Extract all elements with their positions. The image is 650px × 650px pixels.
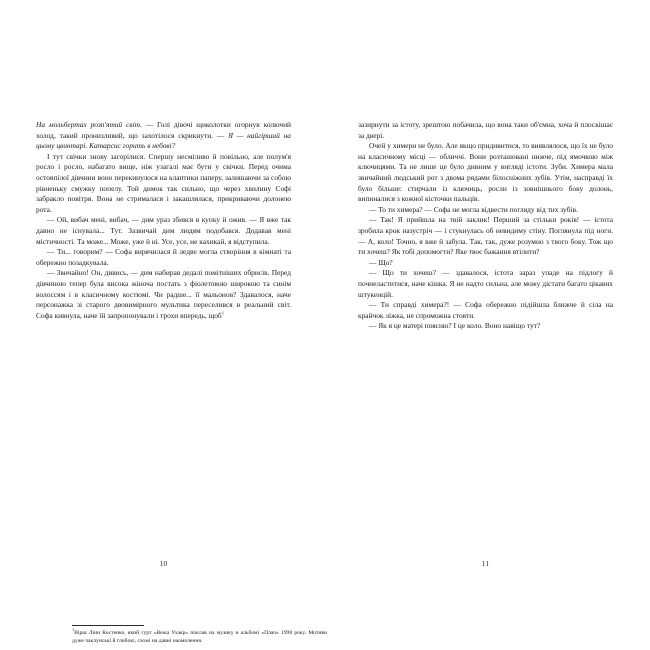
paragraph: Очей у химери не було. Але якщо придивитися, то виявлялося, що їх не було на класичному місці — обличчі. Вони розташовані нижче, під ямочкою між ключицями. Та не лише це було дивним у вигляді істоти. Зуби. Химера мала звичайний людський рот з двома рядами білосніжних зубів. Утім, насправді їх було більше: стирчали із ключиць, росли із зовнішнього боку долонь, випиналися з кожної кісточки пальців. [358,141,613,204]
paragraph: — Так! Я прийшла на твій заклик! Перший за стільки років! — істота зробила крок назустріч — і стукнулась об невидиму стіну. Поглянула під ноги. — А, коло! Точно, я вже й забула. Так, так, дуже розумно з твого боку. Тож що ти хочеш? Як тобі допомогти? Яке твоє бажання втілити? [358,215,613,257]
left-page-text [36,120,291,321]
paragraph: — Що ти хочеш? — здавалося, істота зараз упаде на підлогу й почнеластитися, наче кішка. Я не надто сильна, але можу дістати багато цікавих штукенцій. [358,268,613,299]
paragraph: І тут свічки знову загорілися. Спершу несміливо й повільно, але полум'я росло і росло, набагато вище, ніж узагалі має бути у свічки. Перед очима остовпілої дівчини воно перекинулося на клаптики паперу, залишаючи за собою рівненьку смужку попелу. Той димок так сильно, що через хвилину Софі забракло повітря. Вона не стрималася і закашлялася, прикриваючи долонею рота. [36,151,291,214]
footnote-body: Вірш Ліни Костенко, який гурт «Вежа Ухакр» поклав на музику в альбомі «Плач» 1998 року. Мотиви дуже чаклунські й глибокі, схожі на давні наомолення. [72,630,327,645]
footnote-block [72,625,327,645]
paragraph: зазирнути за істоту, зрештою побачила, що вона таки об'ємна, хоча й плоскішає за двері. [358,120,613,140]
paragraph [36,268,291,321]
page-number-left: 10 [159,560,168,568]
paragraph-run: — Голі дівочі щиколотки огорнув колючий холод, такий пронизливий, що захотілося скрикнути. — [36,120,291,140]
footnote-text [72,629,327,645]
footnote-number: 1 [72,627,75,633]
paragraph: — Ти справді химера?! — Софа обережно підійшла ближче й сіла на крайчок ліжка, не спроможна стояти. [358,300,613,320]
paragraph: — Як я це матері поясню? І це коло. Воно навіщо тут? [369,321,541,331]
paragraph: — Ти... говорим? — Софа вирячилася й ледве могла створіння в кімнаті та обережно позадкувала. [36,247,291,267]
paragraph [36,120,291,152]
page-number-right: 11 [481,560,490,568]
right-page-text [358,120,613,332]
footnote-marker: 1 [221,310,224,316]
paragraph: — Що? [369,257,393,267]
right-page [358,120,613,550]
paragraph-run-italic: На мольбертах розп'ятий світ. [36,120,142,129]
paragraph-run-italic: Я — найгірший на цьому цвинтарі. Катарсис горить в небові? [36,130,291,151]
footnote-divider [72,625,144,626]
paragraph: — Ой, вибач мені, вибач, — дим ураз збився в купку й ожив. — Я вже так давно не існувала... Тут. Зазвичай дим людям подобався. Додавав мені містичності. Та може... Може, уже й ні. Усе, усе, не кахикай, я відступила. [36,215,291,246]
paragraph: — То ти химера? — Софа не могла відвести погляду від тих зубів. [369,204,578,214]
paragraph-run: — Звичайно! Он, дивись, — дим набирав дедалі помітніших обрисів. Перед дівчиною тепер була висока жіноча постать з фіолетовою широкою та синім волоссям і в класичному костюмі. Чи радше... її мальонов? Здавалося, наче персонажка зі старого двовимірного мультика переселився в реальний світ. Софа кивнула, наче їй запропонували і трохи впередь, щоб [36,268,291,320]
